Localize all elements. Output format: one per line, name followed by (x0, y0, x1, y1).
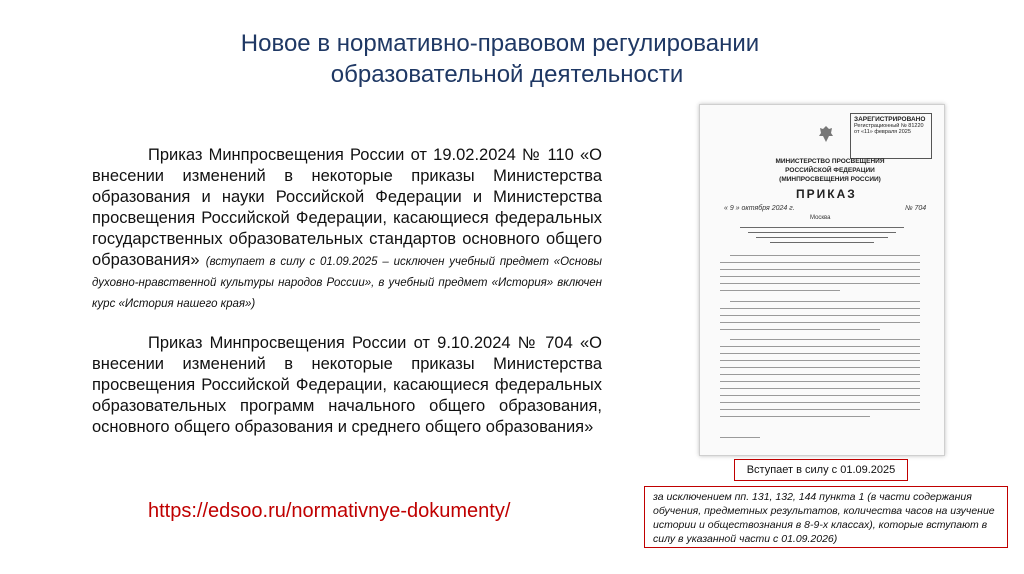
page-title (200, 28, 800, 90)
effective-date-badge: Вступает в силу с 01.09.2025 (734, 459, 908, 481)
stamp-line-2: от «11» февраля 2025 (854, 129, 911, 135)
scan-date: « 9 » октября 2024 г. (724, 205, 795, 212)
order-document-scan (699, 104, 945, 456)
order-704-paragraph (92, 333, 602, 438)
coat-of-arms-icon (818, 125, 834, 143)
scan-heading: ПРИКАЗ (796, 187, 857, 201)
title-line-1: Новое в нормативно-правовом регулировании (240, 30, 760, 57)
exception-note: за исключением пп. 131, 132, 144 пункта 1 (в части содержания обучения, предметных результатов, количества часов на изучение истории и обществознания в 8-9-х классах), которые вступают в силу в указанной части с 01.09.2026) (644, 486, 1008, 548)
scan-city: Москва (810, 215, 831, 221)
scan-number: № 704 (905, 205, 927, 212)
normative-documents-link[interactable]: https://edsoo.ru/normativnye-dokumenty/ (148, 500, 511, 522)
order-110-text: Приказ Минпросвещения России от 19.02.2024 № 110 «О внесении изменений в некоторые приказы Министерства образования и науки Российской Федерации и Министерства просвещения Российской Федерации, касающиеся федеральных государственных образовательных стандартов основного общего образования» (92, 146, 602, 269)
order-110-note: (вступает в силу с 01.09.2025 – исключен учебный предмет «Основы духовно-нравственной культуры народов России», в учебный предмет «История» включен курс «История нашего края») (92, 256, 602, 310)
stamp-header: ЗАРЕГИСТРИРОВАНО (854, 116, 926, 123)
stamp-line-1: Регистрационный № 81220 (854, 123, 924, 129)
scan-ministry-name: МИНИСТЕРСТВО ПРОСВЕЩЕНИЯ РОССИЙСКОЙ ФЕДЕРАЦИИ (МИНПРОСВЕЩЕНИЯ РОССИИ) (775, 158, 885, 183)
order-704-text: Приказ Минпросвещения России от 9.10.2024 № 704 «О внесении изменений в некоторые приказы Министерства просвещения Российской Федерации, касающиеся федеральных образовательных программ начального общего образования, основного общего образования и среднего общего образования» (92, 334, 602, 436)
order-110-paragraph (92, 145, 602, 313)
title-line-2: образовательной деятельности (330, 61, 684, 88)
registration-stamp (850, 113, 932, 159)
